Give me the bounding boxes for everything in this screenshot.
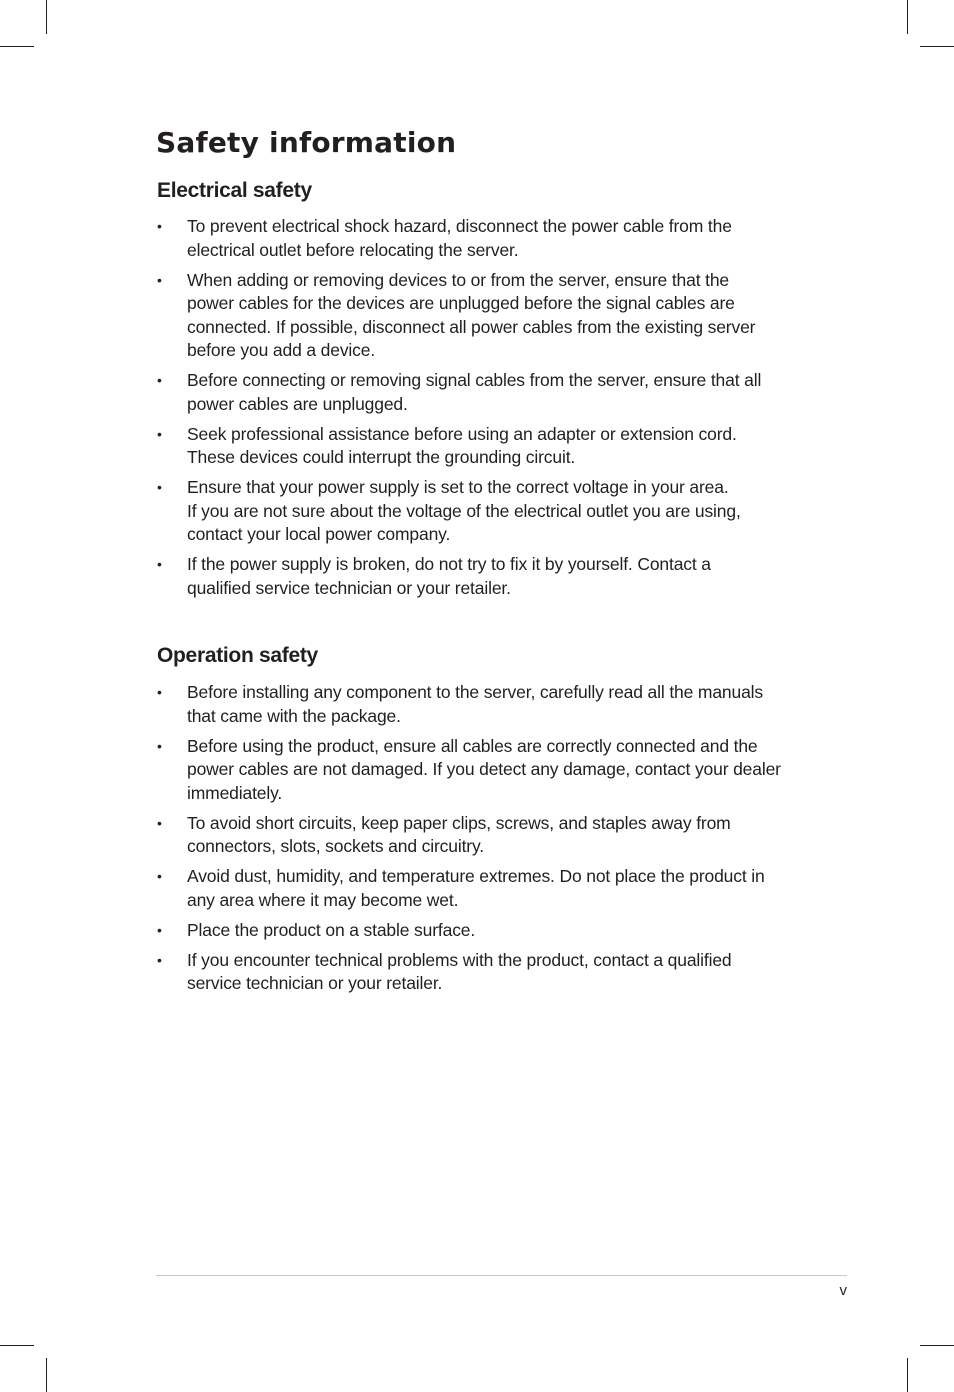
list-item-text: Before installing any component to the server, carefully read all the manuals that came with the package. — [187, 682, 763, 726]
list-item — [157, 215, 807, 262]
list-item-text: Seek professional assistance before using an adapter or extension cord. These devices could interrupt the grounding circuit. — [187, 423, 737, 467]
bullet-icon: • — [157, 814, 162, 831]
bullet-icon: • — [157, 556, 162, 572]
bullet-icon: • — [157, 218, 162, 234]
footer-divider — [156, 1275, 847, 1276]
bullet-icon: • — [157, 921, 162, 938]
list-item — [157, 681, 807, 728]
bullet-icon: • — [157, 425, 162, 442]
bullet-icon: • — [157, 479, 162, 495]
list-item-text: To avoid short circuits, keep paper clips, screws, and staples away from connectors, slots, sockets and circuitry. — [187, 812, 731, 856]
bullet-icon: • — [157, 737, 162, 754]
section-heading-electrical-safety: Electrical safety — [157, 179, 312, 202]
crop-mark — [907, 0, 908, 34]
electrical-safety-list — [157, 215, 807, 607]
crop-mark — [920, 46, 954, 47]
list-item — [157, 865, 807, 912]
list-item-text: Avoid dust, humidity, and temperature extremes. Do not place the product in any area where it may become wet. — [187, 866, 765, 910]
bullet-icon: • — [157, 271, 162, 288]
list-item-text: If you encounter technical problems with the product, contact a qualified service technician or your retailer. — [187, 949, 732, 993]
list-item — [157, 553, 807, 600]
page-number: v — [839, 1282, 847, 1299]
list-item-text: To prevent electrical shock hazard, disconnect the power cable from the electrical outlet before relocating the server. — [187, 216, 732, 260]
list-item — [157, 735, 807, 806]
crop-mark — [0, 46, 34, 47]
list-item-text: Before using the product, ensure all cables are correctly connected and the power cables are not damaged. If you detect any damage, contact your dealer immediately. — [187, 735, 781, 803]
list-item — [157, 949, 807, 996]
crop-mark — [907, 1358, 908, 1392]
crop-mark — [0, 1345, 34, 1346]
list-item — [157, 269, 807, 363]
list-item — [157, 423, 807, 470]
bullet-icon: • — [157, 684, 162, 700]
list-item-text: Place the product on a stable surface. — [187, 919, 476, 940]
crop-mark — [46, 1358, 47, 1392]
list-item-text: Before connecting or removing signal cables from the server, ensure that all power cables are unplugged. — [187, 370, 762, 414]
bullet-icon: • — [157, 951, 162, 968]
crop-mark — [46, 0, 47, 34]
list-item-text: Ensure that your power supply is set to the correct voltage in your area. If you are not sure about the voltage of the electrical outlet you are using, contact your local power company. — [187, 477, 741, 544]
page-title: Safety information — [156, 126, 457, 159]
list-item-text: If the power supply is broken, do not try to fix it by yourself. Contact a qualified service technician or your retailer. — [187, 554, 711, 598]
list-item — [157, 476, 807, 547]
operation-safety-list — [157, 681, 807, 1002]
crop-mark — [920, 1345, 954, 1346]
section-heading-operation-safety: Operation safety — [157, 644, 318, 667]
list-item — [157, 812, 807, 859]
bullet-icon: • — [157, 372, 162, 388]
list-item — [157, 919, 807, 943]
list-item — [157, 369, 807, 416]
list-item-text: When adding or removing devices to or from the server, ensure that the power cables for the devices are unplugged before the signal cables are connected. If possible, disconnect all power cables from the existing server before you add a device. — [187, 269, 756, 360]
bullet-icon: • — [157, 868, 162, 884]
